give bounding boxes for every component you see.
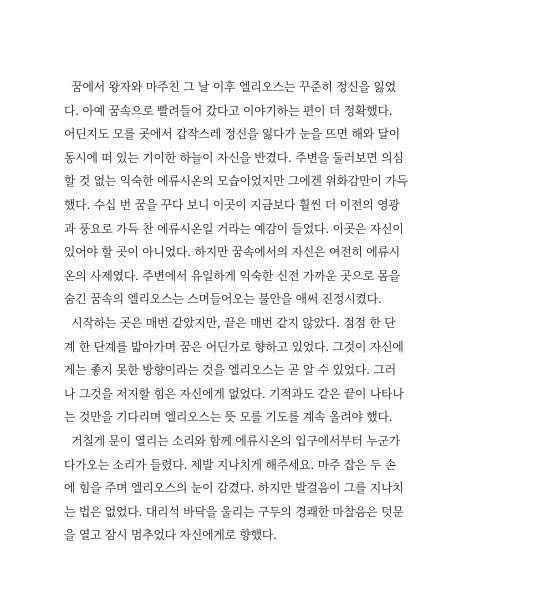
text-line: 어딘지도 모를 곳에서 갑작스레 정신을 잃다가 눈을 뜨면 해와 달이	[64, 127, 401, 142]
text-line: 게는 좋지 못한 방향이라는 것을 엘리오스는 곧 알 수 있었다. 그러	[64, 363, 396, 378]
text-line: 숨긴 꿈속의 엘리오스는 스며들어오는 불안을 애써 진정시켰다.	[64, 292, 382, 307]
text-line: 할 것 없는 익숙한 에류시온의 모습이었지만 그에겐 위화감만이 가득	[64, 174, 408, 189]
text-line: 을 열고 잠시 멈추었다 자신에게로 향했다.	[64, 528, 277, 543]
text-line: 꿈에서 왕자와 마주친 그 날 이후 엘리오스는 꾸준히 정신을 잃었	[64, 80, 396, 94]
text-line: 온의 사제였다. 주변에서 유일하게 익숙한 신전 가까운 곳으로 몸을	[64, 268, 401, 283]
text-line: 시작하는 곳은 매번 같았지만, 끝은 매번 같지 않았다. 점점 한 단	[64, 315, 396, 330]
text-line: 는 법은 없었다. 대리석 바닥을 울리는 구두의 경쾌한 마찰음은 덧문	[64, 504, 404, 519]
body-text	[64, 76, 484, 548]
text-line: 동시에 떠 있는 기이한 하늘이 자신을 반겼다. 주변을 둘러보면 의심	[64, 150, 404, 165]
text-line: 있어야 할 곳이 아니었다. 하지만 꿈속에서의 자신은 여전히 에류시	[64, 245, 401, 260]
text-line: 나 그것을 저지할 힘은 자신에게 없었다. 기적과도 같은 끝이 나타나	[64, 386, 404, 401]
text-line: 했다. 수십 번 꿈을 꾸다 보니 이곳이 지금보다 훨씬 더 이전의 영광	[64, 197, 400, 212]
text-line: 에 힘을 주며 엘리오스의 눈이 감겼다. 하지만 발걸음이 그를 지나치	[64, 481, 404, 496]
text-line: 거칠게 문이 열리는 소리와 함께 에류시온의 입구에서부터 누군가	[64, 433, 401, 448]
text-line: 계 한 단계를 밟아가며 꿈은 어딘가로 향하고 있었다. 그것이 자신에	[64, 339, 404, 354]
text-line: 다. 아예 꿈속으로 빨려들어 갔다고 이야기하는 편이 더 정확했다.	[64, 103, 393, 118]
text-line: 과 풍요로 가득 찬 에류시온일 거라는 예감이 들었다. 이곳은 자신이	[64, 221, 404, 236]
text-line: 다가오는 소리가 들렸다. 제발 지나치게 해주세요. 마주 잡은 두 손	[64, 457, 396, 472]
text-line: 는 것만을 기다리며 엘리오스는 뜻 모를 기도를 계속 올려야 했다.	[64, 410, 393, 425]
